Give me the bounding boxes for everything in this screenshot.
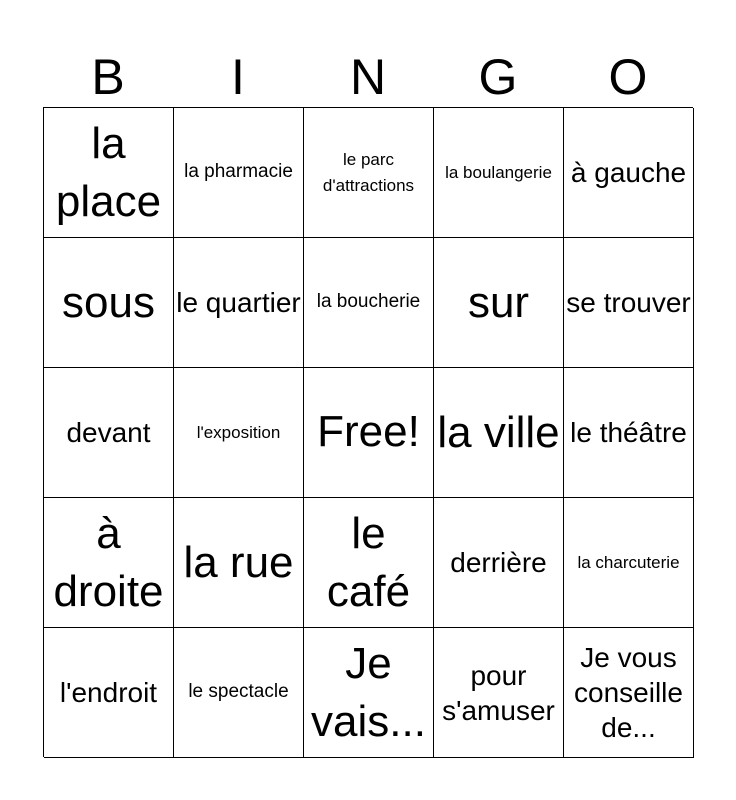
bingo-cell[interactable]: l'exposition xyxy=(174,368,304,498)
bingo-cell[interactable]: la rue xyxy=(174,498,304,628)
bingo-cell[interactable]: la boucherie xyxy=(304,238,434,368)
bingo-cell[interactable]: devant xyxy=(44,368,174,498)
bingo-cell[interactable]: derrière xyxy=(434,498,564,628)
header-letter-i: I xyxy=(231,49,245,105)
bingo-cell[interactable]: la place xyxy=(44,108,174,238)
header-letter-g: G xyxy=(478,49,518,105)
bingo-cell[interactable]: sur xyxy=(434,238,564,368)
free-space[interactable]: Free! xyxy=(304,368,434,498)
bingo-cell[interactable]: pour s'amuser xyxy=(434,628,564,758)
bingo-cell[interactable]: sous xyxy=(44,238,174,368)
bingo-cell[interactable]: se trouver xyxy=(564,238,694,368)
bingo-cell[interactable]: à droite xyxy=(44,498,174,628)
header-letter-o: O xyxy=(608,49,648,105)
bingo-cell[interactable]: le quartier xyxy=(174,238,304,368)
bingo-header xyxy=(43,48,693,106)
bingo-cell[interactable]: à gauche xyxy=(564,108,694,238)
bingo-cell[interactable]: la boulangerie xyxy=(434,108,564,238)
bingo-cell[interactable]: Je vais... xyxy=(304,628,434,758)
bingo-cell[interactable]: le parc d'attractions xyxy=(304,108,434,238)
bingo-cell[interactable]: le café xyxy=(304,498,434,628)
header-letter-n: N xyxy=(349,49,387,105)
bingo-cell[interactable]: la ville xyxy=(434,368,564,498)
bingo-cell[interactable]: Je vous conseille de... xyxy=(564,628,694,758)
header-letter-b: B xyxy=(91,49,125,105)
bingo-cell[interactable]: l'endroit xyxy=(44,628,174,758)
bingo-cell[interactable]: le spectacle xyxy=(174,628,304,758)
bingo-cell[interactable]: le théâtre xyxy=(564,368,694,498)
bingo-board xyxy=(43,107,693,757)
bingo-cell[interactable]: la charcuterie xyxy=(564,498,694,628)
bingo-cell[interactable]: la pharmacie xyxy=(174,108,304,238)
